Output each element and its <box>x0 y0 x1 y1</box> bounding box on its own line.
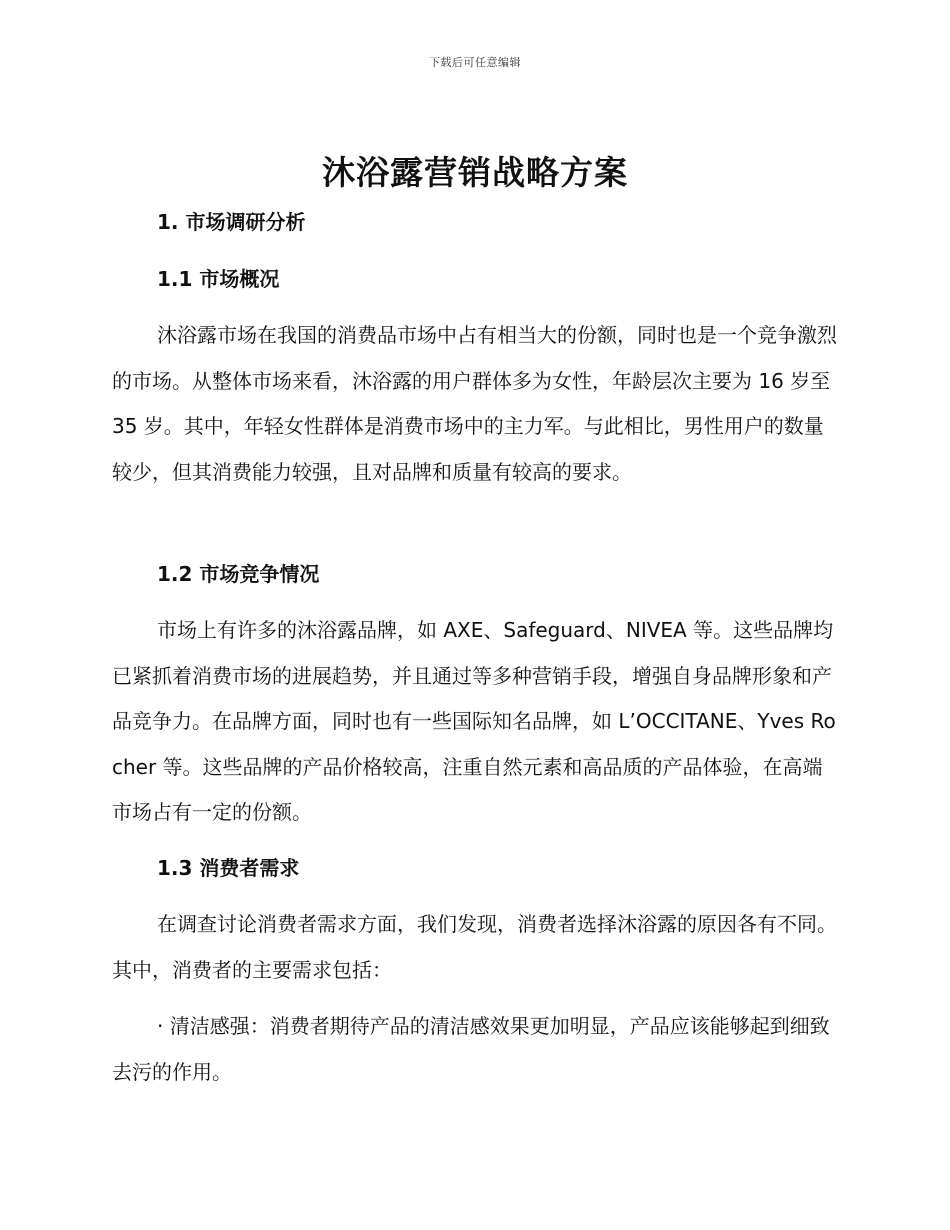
section-heading-market-overview: 1.1 市场概况 <box>157 267 280 291</box>
document-title: 沐浴露营销战略方案 <box>322 153 628 192</box>
paragraph-market-overview: 沐浴露市场在我国的消费品市场中占有相当大的份额，同时也是一个竞争激烈的市场。从整体市场来看，沐浴露的用户群体多为女性，年龄层次主要为 16 岁至 35 岁。其中，年轻女性群体是消费市场中的主力军。与此相比，男性用户的数量较少，但其消费能力较强，且对品牌和质量有较高的要求。 <box>112 323 837 484</box>
paragraph-market-competition: 市场上有许多的沐浴露品牌，如 AXE、Safeguard、NIVEA 等。这些品牌均已紧抓着消费市场的进展趋势，并且通过等多种营销手段，增强自身品牌形象和产品竞争力。在品牌方面，同时也有一些国际知名品牌，如 L’OCCITANE、Yves Rocher 等。这些品牌的产品价格较高，注重自然元素和高品质的产品体验，在高端市场占有一定的份额。 <box>112 618 836 824</box>
section-heading-market-competition: 1.2 市场竞争情况 <box>157 562 320 586</box>
bullet-item-cleaning: · 清洁感强：消费者期待产品的清洁感效果更加明显，产品应该能够起到细致去污的作用。 <box>112 1014 830 1084</box>
section-heading-market-research: 1. 市场调研分析 <box>157 210 306 234</box>
paragraph-consumer-needs: 在调查讨论消费者需求方面，我们发现，消费者选择沐浴露的原因各有不同。其中，消费者的主要需求包括： <box>112 912 837 982</box>
page-header-note: 下载后可任意编辑 <box>429 56 521 69</box>
section-heading-consumer-needs: 1.3 消费者需求 <box>157 856 300 880</box>
